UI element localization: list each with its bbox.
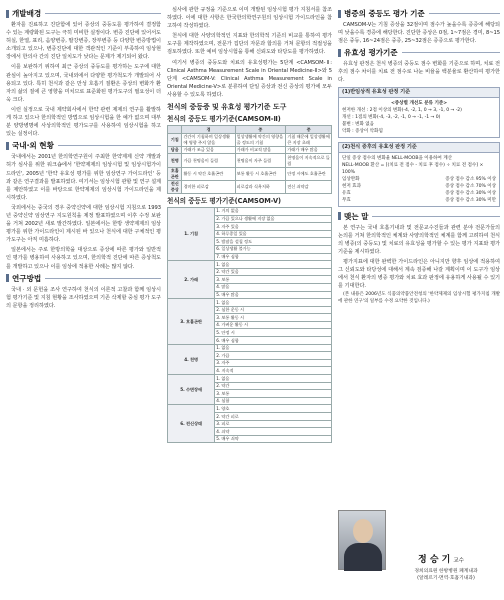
grid-row xyxy=(342,176,496,183)
tool-section-title: 천식의 중등증 및 유효성 평가기준 도구 xyxy=(167,103,287,112)
table-cell: 가래가 매우 많음 xyxy=(286,146,332,154)
section-header-methods xyxy=(6,273,161,284)
table-cell: 2. 가끔 있으나 생활에 지장 없음 xyxy=(215,215,332,223)
table-cell: 5. 매우 쇠약 xyxy=(215,435,332,443)
table-cell: 4. 많음 xyxy=(215,283,332,291)
table-cell: 일상생활에 약간의 영향을 줄 정도의 기침 xyxy=(235,133,286,146)
table-cell: 1. 없음 xyxy=(215,344,332,352)
table-cell: 3. 자주 xyxy=(215,359,332,367)
severity-table-camsom-ii xyxy=(167,125,332,194)
author-role: 교수 xyxy=(453,558,464,564)
row-label: 호흡곤란 xyxy=(168,167,182,180)
grid-label: 무효 xyxy=(342,197,351,203)
row-label: 천명 xyxy=(168,154,182,167)
paragraph: 국내에서는 2001년 한의학연구원이 주최한 한약제제 신약 개발과 허가 심사를 위한 워크숍에서 '한약제제의 임상시험 및 임상시험가이드라인', 2005년 '한약 유효성 평가를 위한 임상연구 가이드라인' 등과 같은 연구결과를 발표하였다. 여기서는 임상시험 관할 및 연구 설계를 제안하였고 이를 바탕으로 한약제제의 임상시험 가이드라인을 제시하였다. xyxy=(6,154,161,201)
table-cell: 가래가 조금 있음 xyxy=(182,146,235,154)
criteria-box-1 xyxy=(338,87,500,138)
table-header xyxy=(168,126,182,134)
table-cell: 6. 일상생활 불가능 xyxy=(215,245,332,253)
table-cell: 경미한 피로감 xyxy=(182,180,235,193)
table-caption: 천식의 중등도 평가기준(CAMSOM-Ⅱ) xyxy=(167,115,281,124)
group-label: 3. 호흡곤란 xyxy=(168,299,215,345)
table-cell: 5. 매우 많음 xyxy=(215,291,332,299)
table-cell: 가래가 비교적 많음 xyxy=(235,146,286,154)
table-cell: 4. 심함 xyxy=(215,397,332,405)
paragraph: 심사에 관한 규정을 기준으로 이미 개발된 임상시험 평가 지침서를 참조하였다. 이에 대한 사항은 한국한의학연구원의 임상시험 가이드라인을 참고하여 작성하였다. xyxy=(167,7,332,30)
paragraph: 본 연구는 국내 호흡기내과 및 전문교수진들과 관련 분야 전문가들의 논의를 거쳐 한의학적인 체계와 사양의학적인 체계를 함께 고려하여 천식의 병증(의 중등도) 및 치료의 유효성을 평가할 수 있는 평가 지표와 평가기준을 제시하였다. xyxy=(338,224,500,255)
section-header-efficacy xyxy=(338,47,500,58)
table-cell: 안정 시에도 호흡곤란 xyxy=(286,167,332,180)
section-header-status xyxy=(6,140,161,151)
table-row xyxy=(168,167,332,180)
table-cell: 5. 밤잠을 설칠 정도 xyxy=(215,238,332,246)
group-label: 5. 수면장애 xyxy=(168,375,215,405)
table-cell: 천명음이 자주 들림 xyxy=(235,154,286,167)
table-cell: 6. 매우 심함 xyxy=(215,337,332,345)
row-label: 담음 xyxy=(168,146,182,154)
table-row xyxy=(168,299,332,307)
box-title: (2)천식 증후의 유효성 판정 기준 xyxy=(339,143,499,153)
table-row xyxy=(168,344,332,352)
table-row xyxy=(168,180,332,193)
group-label: 2. 가래 xyxy=(168,261,215,299)
table-cell: 4. 하루종일 있음 xyxy=(215,230,332,238)
box-line: 개선 : 1점의 변화(-4, -3, -2, -1, 0 → -1, -1 → 0) xyxy=(342,114,441,120)
section-title: 연구방법 xyxy=(12,273,42,283)
column-middle xyxy=(167,6,332,443)
affiliation-line: 경희의료원 한방병원 폐계내과 xyxy=(414,569,478,574)
section-header-background xyxy=(6,8,161,19)
table-row xyxy=(168,375,332,383)
group-label: 4. 천명 xyxy=(168,344,215,374)
table-cell: 기침 때문에 일상생활에 큰 지장 초래 xyxy=(287,134,330,145)
paragraph: CAMSOM-V는 기침 증상을 32점이며 점수가 높을수록 증증에 해당되며 낮을수록 경증에 해당한다. 진단한 증상은 0점, 1~7점은 경미, 8~15점은 중등, 16~24점은 중증, 25~32점은 증증으로 평가한다. xyxy=(338,22,500,45)
table-cell: 3. 보통 활동 시 xyxy=(215,314,332,322)
paragraph: 이를 보완하기 위하여 최근 증상의 중등도를 평가하는 도구에 대한 관심이 높아지고 있으며, 국내외에서 다양한 평가척도가 개발되어 사용되고 있다. 특히 천식과 같은 만성 호흡기 질환은 증상의 변화가 환자의 삶의 질에 큰 영향을 미치므로 표준화된 평가도구의 필요성이 더욱 크다. xyxy=(6,64,161,103)
affiliation-line: (알레르기·면역·호흡기내과) xyxy=(417,576,475,581)
paragraph: 국내 · 외 문헌을 조사 연구하여 천식의 이론적 고찰과 함께 임상시험 평가기준 및 지침 현황을 조사하였으며 기존 삭제할 중심 평가 도구의 문항을 정리하였다. xyxy=(6,286,161,309)
grid-value: 증상 점수 감소 70% 이상 xyxy=(445,183,496,189)
table-row xyxy=(168,207,332,215)
box-line: 단일 증상 점수의 변화율 NELL-MOOB을 이용하여 계산 xyxy=(342,155,452,161)
table-cell: 1. 거의 없음 xyxy=(215,207,332,215)
author-block xyxy=(338,508,500,596)
table-cell: 4. 지속적 xyxy=(215,367,332,375)
grid-row xyxy=(342,183,496,190)
box-line: 불변 : 변화 없음 xyxy=(342,121,375,127)
paragraph: 환자를 진료하고 진단함에 있어 증상의 중등도를 평가하여 결정함 수 있는 계량화된 도구는 극히 미비한 실정이다. 변증 진단에 있어서도 허실, 한열, 표리, 음양변증, 팔강변증, 장부변증 등 다양한 변증방법이 소개되고 있으나, 변증진단에 대한 객관적인 기준이 부족하여 임상현장에서 한의사 간의 진단 일치도가 낮다는 문제가 제기되어 왔다. xyxy=(6,22,161,61)
section-title: 개발배경 xyxy=(12,9,42,18)
box-line: 악화 : 증상이 악화됨 xyxy=(342,128,383,134)
paragraph: 천식에 대한 사양의학적인 지표와 한의학적 기준의 비교를 통하여 평가 도구를 제작하였으며, 전문가 집단의 자문과 합의를 거쳐 문항의 적절성을 검토하였다. 또한 예비 임상시험을 통해 신뢰도와 타당도를 평가하였다. xyxy=(167,33,332,56)
column-right xyxy=(338,6,500,308)
table-cell: 3. 자주 있음 xyxy=(215,223,332,231)
grid-row xyxy=(342,197,496,204)
table-header: 중 xyxy=(235,126,286,134)
author-name-text: 정 승 기 xyxy=(418,555,451,565)
group-label: 6. 전신상태 xyxy=(168,405,215,443)
table-caption: 천식의 중등도 평가기준(CAMSOM-V) xyxy=(167,196,281,205)
table-cell: 7. 매우 심함 xyxy=(215,253,332,261)
table-cell: 3. 피로 xyxy=(215,420,332,428)
table-cell: 1. 없음 xyxy=(215,299,332,307)
table-cell: 2. 심한 운동 시 xyxy=(215,306,332,314)
table-cell: 활동 시 약간 호흡곤란 xyxy=(182,167,235,180)
author-affiliation xyxy=(394,568,498,582)
section-header-severity xyxy=(338,8,500,19)
author-name xyxy=(418,552,464,565)
paragraph: 이런 실정으로 국내 제약회사에서 한약 관련 제제의 연구를 활발하게 하고 있으나 한의학적인 방법으로 임상시험을 한 예가 없으며 대부분 양방병명에 사상의학적인 평가도구를 사용하여 임상시험을 하고 있는 실정이다. xyxy=(6,106,161,138)
criteria-box-2 xyxy=(338,142,500,207)
box-line: 현저한 개선 : 2점 이상의 변화(-4, -2, 1, 0 → 3, -1, 0 → -2) xyxy=(342,107,462,113)
grid-row xyxy=(342,190,496,197)
table-cell: 간간이 기침하며 일상생활에 영향 주지 않음 xyxy=(182,133,235,146)
table-row xyxy=(168,154,332,167)
table-row xyxy=(168,133,332,146)
table-cell: 1. 없음 xyxy=(215,375,332,383)
footnote: (본 내용은 2006년도 식품의약품안전청의 '한약제제의 임상시험 평가지침 개발에 관한 연구'의 일부를 수정 요약한 것입니다.) xyxy=(338,292,500,305)
section-header-conclusion xyxy=(338,211,500,222)
box-line: NELL-MOOB 환산 = [(치료 전 점수 - 치료 후 점수) ÷ 치료 전 점수] × 100% xyxy=(342,162,484,175)
paragraph: 일본에서는 주로 한방의학을 대상으로 증상에 따른 평가와 일반적인 평가를 병용하여 사용하고 있으며, 한의학적 진단에 따른 증상척도를 개발하고 있으나 이를 임상에 적용한 사례는 많지 않다. xyxy=(6,247,161,270)
table-cell: 2. 가끔 xyxy=(215,352,332,360)
grid-label: 현저 효과 xyxy=(342,183,361,189)
grid-label: 유효 xyxy=(342,190,351,196)
author-photo xyxy=(338,510,386,570)
table-row xyxy=(168,405,332,413)
paragraph: 국외에서는 중국의 경우 중약신약에 대한 임상시험 지침으로 1993년 중약신약 임상연구 지도원칙을 제정 발표하였으며 이후 수정 보완을 거쳐 2002년 새로 발간하였다. 일본에서는 한방 생약제제의 임상평가를 위한 가이드라인이 제시된 바 있으나 천식에 대한 구체적인 평가도구는 아직 미흡하다. xyxy=(6,204,161,244)
table-cell: 1. 없음 xyxy=(215,261,332,269)
table-cell: 4. 가벼운 활동 시 xyxy=(215,321,332,329)
table-header: 중 xyxy=(286,126,332,134)
table-cell: 천명음이 지속적으로 들림 xyxy=(287,154,330,166)
row-label: 전신증상 xyxy=(168,180,182,193)
table-cell: 4. 쇠약 xyxy=(215,428,332,436)
paragraph: 유효성 판정은 천식 병증의 중등도 점수 변화를 기준으로 하며, 치료 전후의 점수 차이를 치료 전 점수로 나눈 비율을 백분율로 환산하여 평가한다. xyxy=(338,61,500,84)
table-cell: 2. 약간 피로 xyxy=(215,413,332,421)
row-label: 기침 xyxy=(168,133,182,146)
table-cell: 2. 약간 있음 xyxy=(215,268,332,276)
grid-value: 증상 점수 감소 30% 미만 xyxy=(445,197,496,203)
table-cell: 3. 보통 xyxy=(215,390,332,398)
section-title: 병증의 중등도 평가 기준 xyxy=(344,9,425,18)
paragraph: 여기서 병증의 중등도와 치료의 유효성평가는 5단계 <CAMSOM-Ⅱ: Clinical Asthma Measurement Scale in Oriental Medicine-Ⅱ>와 5단계 <CAMSOM-V: Clinical Asthma Measurement Scale in Oriental Medicine-V>로 분류하여 단일 증상과 전신 증상의 평가에 모두 사용할 수 있도록 하였다. xyxy=(167,59,332,98)
severity-table-camsom-v xyxy=(167,207,332,443)
table-cell: 3. 보통 xyxy=(215,276,332,284)
table-cell: 1. 양호 xyxy=(215,405,332,413)
box-subtitle: <증상별 개선도 분류 기준> xyxy=(390,100,448,106)
section-title: 맺는 말 xyxy=(344,211,369,221)
section-title: 유효성 평가기준 xyxy=(344,48,398,58)
section-title: 국내·외 현황 xyxy=(12,141,54,151)
table-cell: 5. 안정 시 xyxy=(215,329,332,337)
table-header: 경 xyxy=(182,126,235,134)
table-cell: 보통 활동 시 호흡곤란 xyxy=(235,167,286,180)
group-label: 1. 기침 xyxy=(168,207,215,260)
grid-value: 증상 점수 감소 30% 이상 xyxy=(445,190,496,196)
table-cell: 가끔 천명음이 들림 xyxy=(182,154,235,167)
paragraph: 평가지표에 대한 완벽한 가이드라인은 아니지만 향후 임상에 적용하여 그 신뢰도와 타당성에 대해서 계속 검증해 나갈 계획이며 이 도구가 임상에서 천식 환자의 병증 평가와 치료 효과 판정에 유용하게 사용될 수 있기를 기대한다. xyxy=(338,258,500,290)
table-cell: 피로감과 식욕저하 xyxy=(235,180,286,193)
table-cell: 2. 약간 xyxy=(215,382,332,390)
box-title: (1)반임상적 유효성 판정 기준 xyxy=(339,88,499,98)
grid-value: 증상 점수 감소 95% 이상 xyxy=(445,176,496,182)
column-left xyxy=(6,6,161,312)
grid-label: 임상완화 xyxy=(342,176,360,182)
table-row xyxy=(168,261,332,269)
table-cell: 전신 쇠약감 xyxy=(286,180,332,193)
table-row xyxy=(168,146,332,154)
